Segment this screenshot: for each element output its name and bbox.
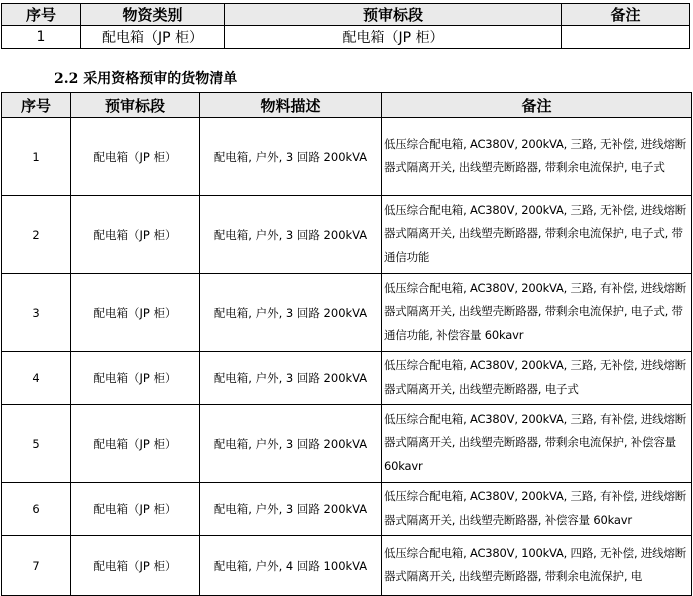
category-table-header <box>2 4 690 26</box>
cell-lot: 配电箱（JP 柜） <box>71 536 200 596</box>
header-lot: 预审标段 <box>71 93 200 118</box>
cell-no: 3 <box>2 274 71 352</box>
cell-remark: 低压综合配电箱, AC380V, 200kVA, 三路, 有补偿, 进线熔断器式隔离开关, 出线塑壳断路器, 带剩余电流保护, 补偿容量 60kavr <box>382 405 692 483</box>
cell-lot: 配电箱（JP 柜） <box>71 483 200 536</box>
header-remark: 备注 <box>382 93 692 118</box>
cell-lot: 配电箱（JP 柜） <box>225 26 562 49</box>
header-no: 序号 <box>2 93 71 118</box>
cell-no: 4 <box>2 352 71 405</box>
cell-remark <box>562 26 690 49</box>
table-row <box>2 352 692 405</box>
cell-lot: 配电箱（JP 柜） <box>71 118 200 196</box>
cell-description: 配电箱, 户外, 3 回路 200kVA <box>200 483 382 536</box>
cell-remark: 低压综合配电箱, AC380V, 200kVA, 三路, 有补偿, 进线熔断器式隔离开关, 出线塑壳断路器, 补偿容量 60kavr <box>382 483 692 536</box>
header-lot: 预审标段 <box>225 4 562 26</box>
cell-remark: 低压综合配电箱, AC380V, 200kVA, 三路, 无补偿, 进线熔断器式隔离开关, 出线塑壳断路器, 电子式 <box>382 352 692 405</box>
cell-no: 7 <box>2 536 71 596</box>
goods-table-header <box>2 93 692 118</box>
goods-list-table <box>1 92 692 596</box>
cell-no: 6 <box>2 483 71 536</box>
table-row <box>2 405 692 483</box>
header-remark: 备注 <box>562 4 690 26</box>
cell-description: 配电箱, 户外, 3 回路 200kVA <box>200 352 382 405</box>
cell-description: 配电箱, 户外, 3 回路 200kVA <box>200 118 382 196</box>
cell-no: 1 <box>2 118 71 196</box>
cell-remark: 低压综合配电箱, AC380V, 200kVA, 三路, 无补偿, 进线熔断器式隔离开关, 出线塑壳断路器, 带剩余电流保护, 电子式 <box>382 118 692 196</box>
table-row <box>2 118 692 196</box>
cell-lot: 配电箱（JP 柜） <box>71 352 200 405</box>
cell-lot: 配电箱（JP 柜） <box>71 274 200 352</box>
cell-description: 配电箱, 户外, 4 回路 100kVA <box>200 536 382 596</box>
table-row <box>2 274 692 352</box>
table-row <box>2 483 692 536</box>
cell-description: 配电箱, 户外, 3 回路 200kVA <box>200 196 382 274</box>
cell-description: 配电箱, 户外, 3 回路 200kVA <box>200 274 382 352</box>
cell-no: 2 <box>2 196 71 274</box>
category-table <box>1 3 690 49</box>
cell-remark: 低压综合配电箱, AC380V, 200kVA, 三路, 有补偿, 进线熔断器式隔离开关, 出线塑壳断路器, 带剩余电流保护, 电子式, 带通信功能, 补偿容量 60kavr <box>382 274 692 352</box>
section-heading: 2.2 采用资格预审的货物清单 <box>54 71 238 87</box>
cell-remark: 低压综合配电箱, AC380V, 200kVA, 三路, 无补偿, 进线熔断器式隔离开关, 出线塑壳断路器, 带剩余电流保护, 电子式, 带通信功能 <box>382 196 692 274</box>
cell-category: 配电箱（JP 柜） <box>81 26 225 49</box>
cell-lot: 配电箱（JP 柜） <box>71 196 200 274</box>
cell-description: 配电箱, 户外, 3 回路 200kVA <box>200 405 382 483</box>
cell-remark: 低压综合配电箱, AC380V, 100kVA, 四路, 无补偿, 进线熔断器式隔离开关, 出线塑壳断路器, 带剩余电流保护, 电 <box>382 536 692 596</box>
table-row <box>2 26 690 49</box>
cell-lot: 配电箱（JP 柜） <box>71 405 200 483</box>
table-row <box>2 536 692 596</box>
cell-no: 5 <box>2 405 71 483</box>
header-no: 序号 <box>2 4 81 26</box>
header-category: 物资类别 <box>81 4 225 26</box>
cell-no: 1 <box>2 26 81 49</box>
table-row <box>2 196 692 274</box>
header-description: 物料描述 <box>200 93 382 118</box>
